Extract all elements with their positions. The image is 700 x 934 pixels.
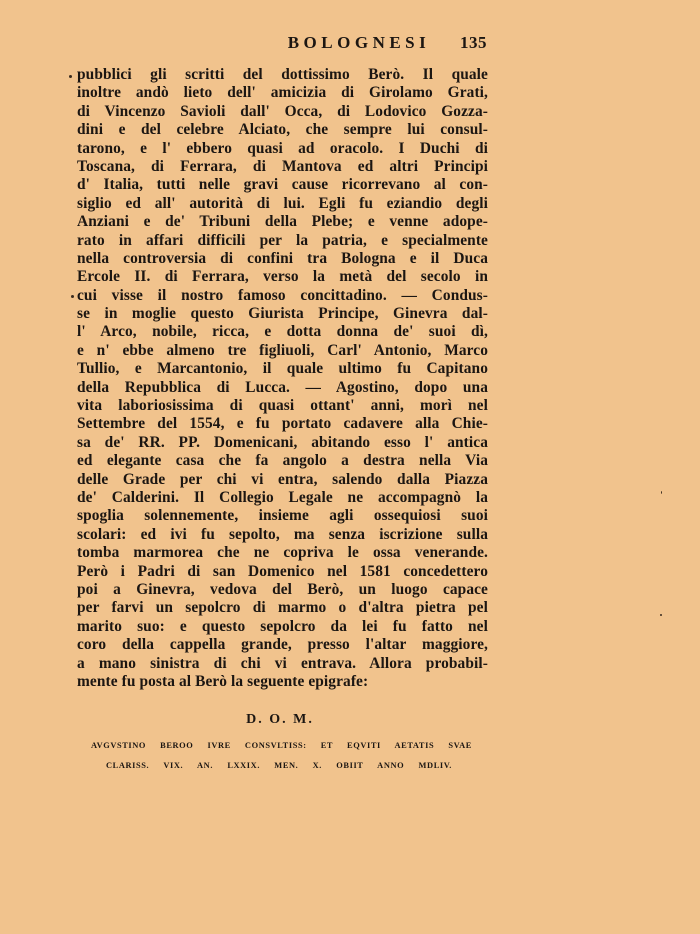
epigraph-line: CLARISS. VIX. AN. LXXIX. MEN. X. OBIIT ANNO MDLIV. <box>106 761 452 770</box>
text-line: se in moglie questo Giurista Principe, Ginevra dal- <box>77 305 488 323</box>
text-line: dini e del celebre Alciato, che sempre lui consul- <box>77 121 488 139</box>
text-line: Toscana, di Ferrara, di Mantova ed altri Principi <box>77 157 488 175</box>
page-header <box>0 31 700 55</box>
text-line: vita laboriosissima di quasi ottant' anni, morì nel <box>77 397 488 415</box>
text-line: marito suo: e questo sepolcro da lei fu fatto nel <box>77 617 488 635</box>
text-line: mente fu posta al Berò la seguente epigrafe: <box>77 672 369 690</box>
text-line: pubblici gli scritti del dottissimo Berò. Il quale <box>77 66 488 83</box>
text-line: siglio ed all' autorità di lui. Egli fu eziandio degli <box>77 194 488 212</box>
epigraph-line: AVGVSTINO BEROO IVRE CONSVLTISS: ET EQVITI AETATIS SVAE <box>91 741 472 750</box>
text-line: tarono, e l' ebbero quasi ad oracolo. I Duchi di <box>77 139 488 157</box>
text-line: delle Grade per chi vi entra, salendo dalla Piazza <box>77 470 488 488</box>
text-line: spoglia solennemente, insieme agli ossequiosi suoi <box>77 507 488 525</box>
text-line: coro della cappella grande, presso l'altar maggiore, <box>77 636 488 654</box>
text-line: Però i Padri di san Domenico nel 1581 concedettero <box>77 562 488 580</box>
text-line: a mano sinistra di chi vi entrava. Allora probabil- <box>77 654 488 672</box>
epigraph-heading: D. O. M. <box>246 712 314 727</box>
text-line: cui visse il nostro famoso concittadino. — Condus- <box>77 286 488 304</box>
ink-speck <box>71 295 74 298</box>
text-line: tomba marmorea che ne copriva le ossa venerande. <box>77 544 488 562</box>
ink-speck <box>660 614 662 616</box>
text-line: per farvi un sepolcro di marmo o d'altra pietra pel <box>77 599 488 617</box>
text-line: nella controversia di confini tra Bologna e il Duca <box>77 249 488 267</box>
text-line: scolari: ed ivi fu sepolto, ma senza iscrizione sulla <box>77 525 488 543</box>
text-line: Anziani e de' Tribuni della Plebe; e venne adope- <box>77 213 488 231</box>
text-line: Ercole II. di Ferrara, verso la metà del secolo in <box>77 268 488 286</box>
text-line: d' Italia, tutti nelle gravi cause ricorrevano al con- <box>77 176 488 194</box>
ink-speck <box>69 75 72 78</box>
text-line: inoltre andò lieto dell' amicizia di Girolamo Grati, <box>77 84 488 102</box>
text-line: rato in affari difficili per la patria, e specialmente <box>77 231 488 249</box>
body-text <box>77 66 488 691</box>
text-line: Tullio, e Marcantonio, il quale ultimo fu Capitano <box>77 360 488 378</box>
ink-speck <box>661 491 662 494</box>
text-line: di Vincenzo Savioli dall' Occa, di Lodovico Gozza- <box>77 102 488 120</box>
text-line: ed elegante casa che fa angolo a destra nella Via <box>77 452 488 470</box>
running-head: BOLOGNESI <box>287 33 431 52</box>
text-line: della Repubblica di Lucca. — Agostino, dopo una <box>77 378 488 396</box>
text-line: poi a Ginevra, vedova del Berò, un luogo capace <box>77 580 488 598</box>
text-line: e n' ebbe almeno tre figliuoli, Carl' Antonio, Marco <box>77 341 488 359</box>
text-line: l' Arco, nobile, ricca, e dotta donna de' suoi dì, <box>77 323 488 341</box>
text-line: sa de' RR. PP. Domenicani, abitando esso l' antica <box>77 433 488 451</box>
text-line: Settembre del 1554, e fu portato cadavere alla Chie- <box>77 415 488 433</box>
text-line: de' Calderini. Il Collegio Legale ne accompagnò la <box>77 488 488 506</box>
page-number: 135 <box>460 33 487 52</box>
